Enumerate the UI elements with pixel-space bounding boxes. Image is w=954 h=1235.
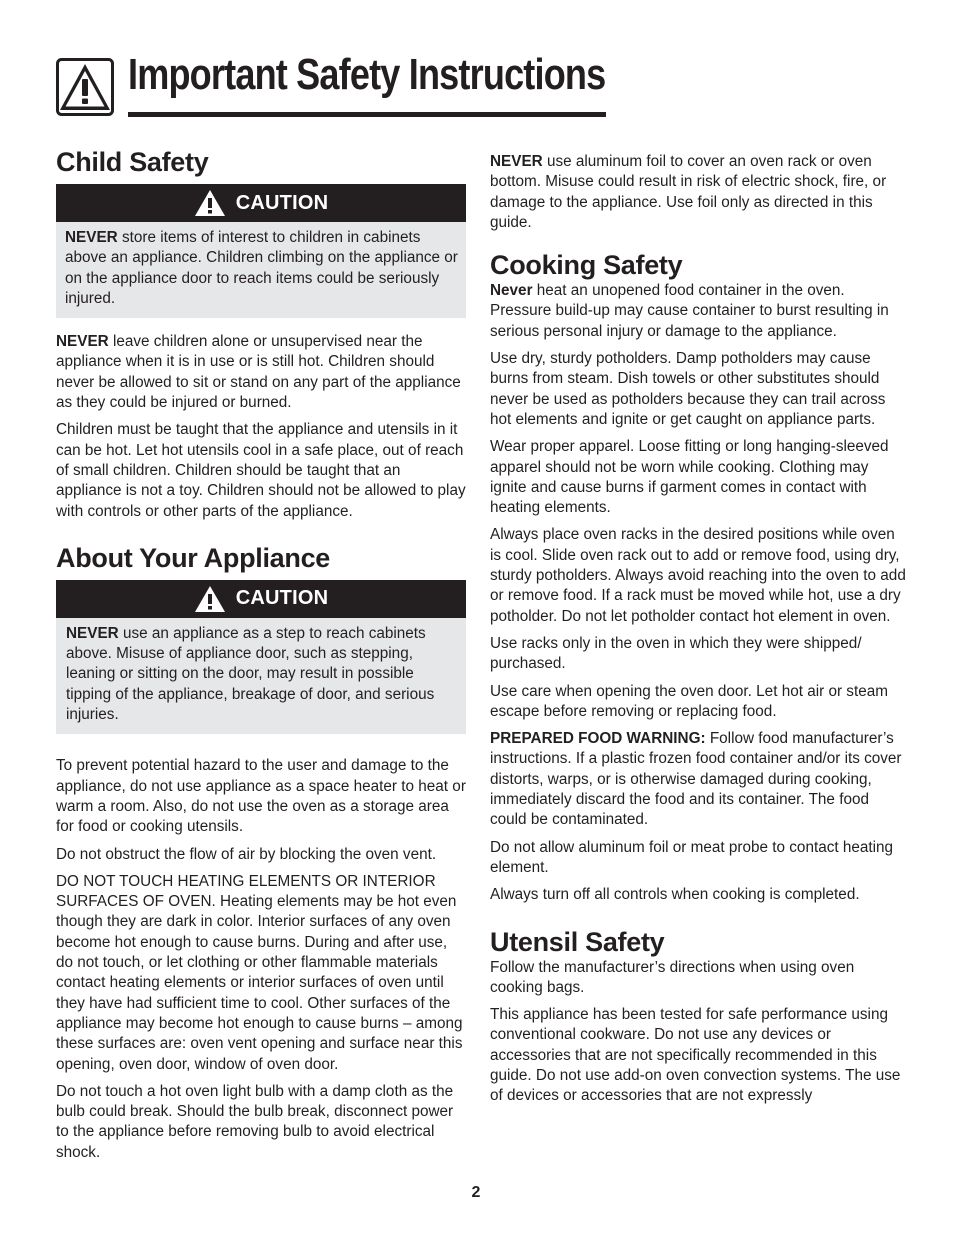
caution-body: store items of interest to children in cabinets above an appliance. Children climbing on the appliance or on the appliance door to reach items could be seriously injured. [65,229,458,307]
cooking-safety-paragraph-9: Always turn off all controls when cooking is completed. [490,886,860,904]
page-title: Important Safety Instructions [128,50,606,99]
caution-body: use an appliance as a step to reach cabinets above. Misuse of appliance door, such as stepping, leaning or sitting on the door, may result in possible tipping of the appliance, breakage of door, and serious injuries. [66,624,435,724]
cooking-safety-paragraph-4: Always place oven racks in the desired positions while oven is cool. Slide oven rack out to add or remove food, using dry, sturdy potholders. Always avoid reaching into the oven to add or remove food. If a rack must be moved while hot, use a dry potholder. Do not let potholder contact hot element in oven. [490,526,906,625]
cooking-safety-paragraph-2: Use dry, sturdy potholders. Damp potholders may cause burns from steam. Dish towels or other substitutes should never be used as potholders because they can trail across hot elements and ignite or get caught on appliance parts. [490,350,886,428]
cooking-safety-paragraph-8: Do not allow aluminum foil or meat probe to contact heating element. [490,838,894,876]
cooking-safety-section [490,249,906,905]
warning-triangle-icon [194,585,226,613]
utensil-safety-heading: Utensil Safety [490,926,665,957]
caution-lead: NEVER [66,624,119,642]
prepared-food-warning-paragraph: PREPARED FOOD WARNING: Follow food manufacturer’s instructions. If a plastic frozen food container and/or its cover distorts, warps, or is otherwise damaged during cooking, immediately discard the food and its container. The food could be contaminated. [490,730,902,829]
left-column [56,146,466,1170]
utensil-safety-section [490,926,906,1107]
page-number: 2 [471,1184,481,1201]
cooking-safety-heading: Cooking Safety [490,250,683,281]
right-column [490,152,906,1114]
about-appliance-paragraph-2: Do not obstruct the flow of air by blocking the oven vent. [56,845,437,863]
child-safety-paragraph-1: NEVER leave children alone or unsupervised near the appliance when it is in use or is still hot. Children should never be allowed to sit or stand on any part of the appliance as they could be injured or burned. [56,333,461,412]
caution-bar [56,184,466,222]
caution-text [56,222,466,318]
title-underline [128,112,606,117]
caution-lead: NEVER [65,229,118,246]
caution-bar [56,580,466,618]
caution-label: CAUTION [235,587,329,610]
child-safety-caution-box [56,184,466,318]
warning-triangle-icon [194,189,226,217]
cooking-safety-paragraph-5: Use racks only in the oven in which they were shipped/ purchased. [490,634,862,673]
cooking-safety-paragraph-3: Wear proper apparel. Loose fitting or long hanging-sleeved apparel should not be worn while cooking. Clothing may ignite and cause burns if garment comes in contact with heating elements. [490,438,889,517]
caution-text [56,618,466,734]
child-safety-heading: Child Safety [56,147,209,177]
child-safety-section [56,146,466,522]
about-appliance-paragraph-1: To prevent potential hazard to the user and damage to the appliance, do not use appliance as a space heater to heat or warm a room. Also, do not use the oven as a storage area for food or cooking utensils. [56,757,466,836]
cooking-safety-paragraph-6: Use care when opening the oven door. Let hot air or steam escape before removing or replacing food. [490,682,888,720]
cooking-safety-paragraph-1: Never heat an unopened food container in the oven. Pressure build-up may cause container to burst resulting in serious personal injury or damage to the appliance. [490,282,889,340]
foil-warning-paragraph: NEVER use aluminum foil to cover an oven rack or oven bottom. Misuse could result in risk of electric shock, fire, or damage to the appliance. Use foil only as directed in this guide. [490,153,887,231]
warning-triangle-icon [56,58,114,116]
utensil-safety-paragraph-1: Follow the manufacturer’s directions when using oven cooking bags. [490,958,855,996]
utensil-safety-paragraph-2: This appliance has been tested for safe performance using conventional cookware. Do not use any devices or accessories that are not specifically recommended in this guide. Do not use add-on oven convection systems. The use of devices or accessories that are not expressly [490,1006,901,1105]
about-appliance-paragraph-3: DO NOT TOUCH HEATING ELEMENTS OR INTERIOR SURFACES OF OVEN. Heating elements may be hot even though they are dark in color. Interior surfaces of any oven become hot enough to cause burns. During and after use, do not touch, or let clothing or other flammable materials contact heating elements or interior surfaces of oven until they have had sufficient time to cool. Other surfaces of the appliance may become hot enough to cause burns – among these surfaces are: oven vent opening and surface near this opening, oven door, window of oven door. [56,872,463,1073]
page-header [56,52,606,118]
about-appliance-caution-box [56,580,466,734]
about-appliance-heading: About Your Appliance [56,542,331,573]
about-appliance-paragraph-4: Do not touch a hot oven light bulb with a damp cloth as the bulb could break. Should the bulb break, disconnect power to the appliance before removing bulb to avoid electrical shock. [56,1082,454,1161]
caution-label: CAUTION [235,191,329,214]
about-appliance-section [56,542,466,1163]
child-safety-paragraph-2: Children must be taught that the appliance and utensils in it can be hot. Let hot utensils cool in a safe place, out of reach of small children. Children should be taught that an appliance is not a toy. Children should not be allowed to play with controls or other parts of the appliance. [56,421,466,520]
